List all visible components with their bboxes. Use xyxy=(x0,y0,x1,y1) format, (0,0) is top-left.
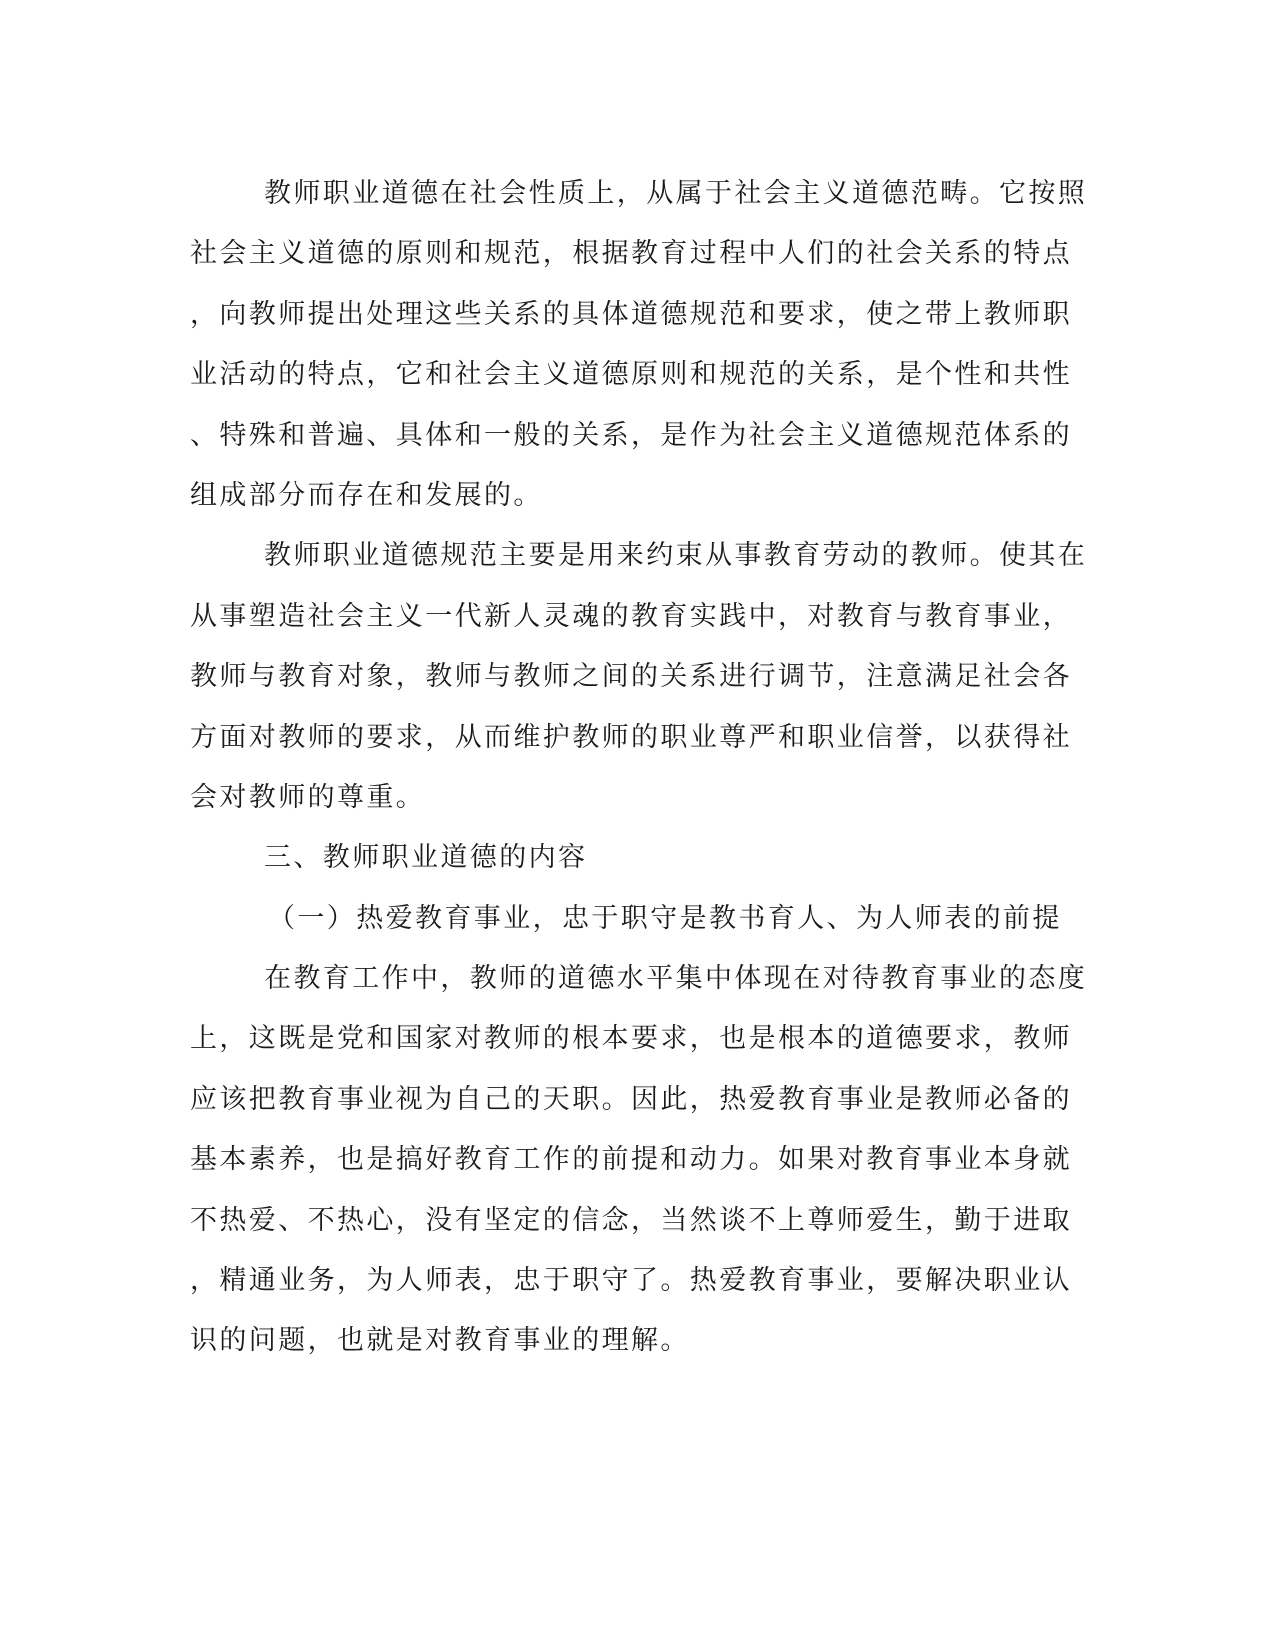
paragraph-line: 会对教师的尊重。 xyxy=(190,781,426,813)
paragraph-line: 方面对教师的要求，从而维护教师的职业尊严和职业信誉，以获得社 xyxy=(190,721,1072,753)
paragraph-line: 应该把教育事业视为自己的天职。因此，热爱教育事业是教师必备的 xyxy=(190,1083,1072,1115)
paragraph-line: 、特殊和普遍、具体和一般的关系，是作为社会主义道德规范体系的 xyxy=(190,419,1072,451)
paragraph-line: 教师职业道德在社会性质上，从属于社会主义道德范畴。它按照 xyxy=(264,178,1088,209)
paragraph-line: 在教育工作中，教师的道德水平集中体现在对待教育事业的态度 xyxy=(264,963,1088,995)
paragraph-line: 业活动的特点，它和社会主义道德原则和规范的关系，是个性和共性 xyxy=(190,359,1072,391)
paragraph-line: 上，这既是党和国家对教师的根本要求，也是根本的道德要求，教师 xyxy=(190,1023,1072,1055)
section-heading: 三、教师职业道德的内容 xyxy=(264,842,588,874)
paragraph-line: 基本素养，也是搞好教育工作的前提和动力。如果对教育事业本身就 xyxy=(190,1144,1072,1176)
paragraph-line: 教师职业道德规范主要是用来约束从事教育劳动的教师。使其在 xyxy=(264,540,1088,572)
paragraph-line: ，向教师提出处理这些关系的具体道德规范和要求，使之带上教师职 xyxy=(190,298,1072,330)
body-text xyxy=(190,164,1090,1372)
paragraph-line: 从事塑造社会主义一代新人灵魂的教育实践中，对教育与教育事业， xyxy=(190,600,1072,632)
paragraph-line: 社会主义道德的原则和规范，根据教育过程中人们的社会关系的特点 xyxy=(190,238,1072,270)
subsection-heading: （一）热爱教育事业，忠于职守是教书育人、为人师表的前提 xyxy=(268,902,1062,934)
paragraph-line: 识的问题，也就是对教育事业的理解。 xyxy=(190,1325,690,1357)
paragraph-line: 组成部分而存在和发展的。 xyxy=(190,479,543,511)
paragraph-line: 不热爱、不热心，没有坚定的信念，当然谈不上尊师爱生，勤于进取 xyxy=(190,1204,1072,1236)
paragraph-line: ，精通业务，为人师表，忠于职守了。热爱教育事业，要解决职业认 xyxy=(190,1265,1072,1297)
paragraph-line: 教师与教育对象，教师与教师之间的关系进行调节，注意满足社会各 xyxy=(190,661,1072,693)
